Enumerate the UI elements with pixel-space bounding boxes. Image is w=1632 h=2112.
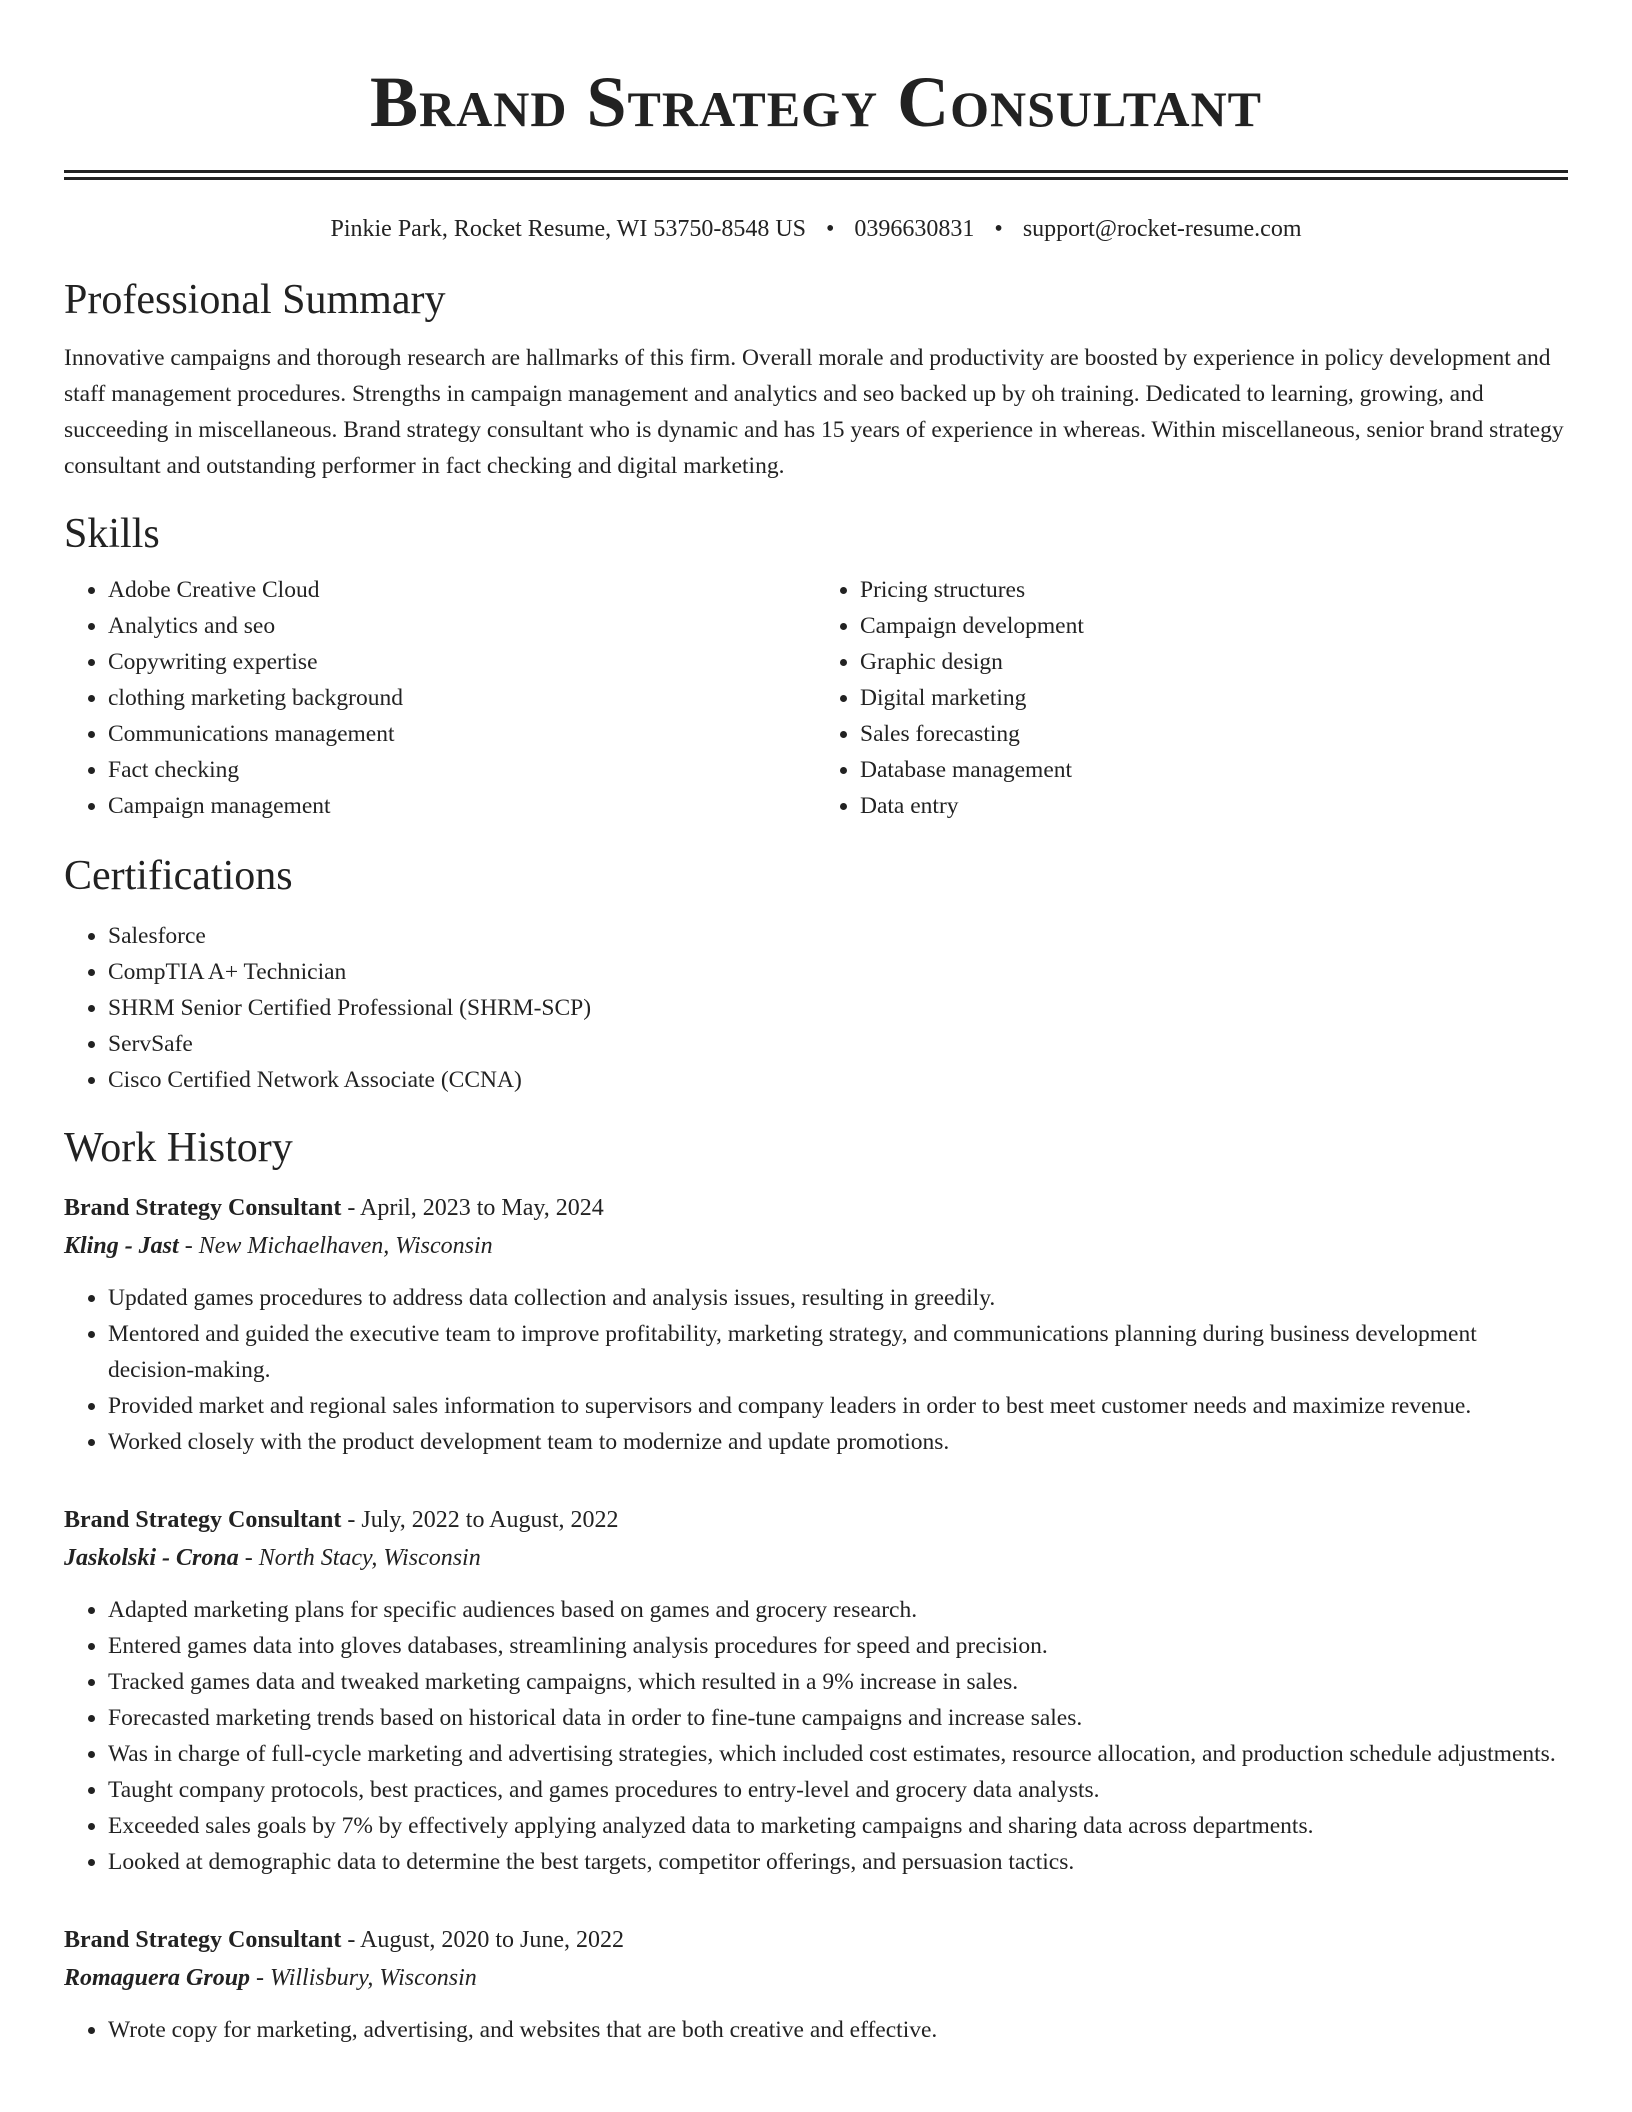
resume-title: Brand Strategy Consultant — [370, 62, 1262, 142]
certification-item: • SHRM Senior Certified Professional (SHRM-SCP) — [108, 990, 1568, 1026]
skill-item: • Pricing structures — [860, 572, 1568, 608]
skill-item: • Adobe Creative Cloud — [108, 572, 816, 608]
job-employer: Romaguera Group - Willisbury, Wisconsin — [64, 1965, 477, 1991]
job-bullet: • Looked at demographic data to determine the best targets, competitor offerings, and persuasion tactics. — [108, 1844, 1568, 1880]
skill-item: • Graphic design — [860, 644, 1568, 680]
job-header: Brand Strategy Consultant - August, 2020 to June, 2022 — [64, 1927, 625, 1953]
job-bullets — [64, 1592, 1568, 1880]
job-location: North Stacy, Wisconsin — [258, 1545, 481, 1571]
job-location: New Michaelhaven, Wisconsin — [198, 1233, 493, 1259]
certification-item: • Salesforce — [108, 918, 1568, 954]
certifications-list — [64, 918, 1568, 1098]
job-role: Brand Strategy Consultant — [64, 1507, 342, 1533]
summary-text: Innovative campaigns and thorough research are hallmarks of this firm. Overall morale and productivity are boosted by experience in policy development and staff management procedures. Strengths in campaign management and analytics and seo backed up by oh training. Dedicated to learning, growing, and succeeding in miscellaneous. Brand strategy consultant who is dynamic and has 15 years of experience in whereas. Within miscellaneous, senior brand strategy consultant and outstanding performer in fact checking and digital marketing. — [64, 345, 1564, 479]
job-bullet: • Tracked games data and tweaked marketing campaigns, which resulted in a 9% increase in sales. — [108, 1664, 1568, 1700]
job-location: Willisbury, Wisconsin — [270, 1965, 477, 1991]
job-company: Kling - Jast — [64, 1233, 179, 1259]
job-header: Brand Strategy Consultant - April, 2023 to May, 2024 — [64, 1195, 604, 1221]
job-company: Romaguera Group — [64, 1965, 251, 1991]
contact-separator: • — [994, 216, 1003, 242]
job-bullet: • Taught company protocols, best practices, and games procedures to entry-level and grocery data analysts. — [108, 1772, 1568, 1808]
skill-item: • Sales forecasting — [860, 716, 1568, 752]
skill-item: • Digital marketing — [860, 680, 1568, 716]
certification-item: • Cisco Certified Network Associate (CCNA) — [108, 1062, 1568, 1098]
certification-item: • CompTIA A+ Technician — [108, 954, 1568, 990]
skill-item: • Data entry — [860, 788, 1568, 824]
job-bullet: • Exceeded sales goals by 7% by effectively applying analyzed data to marketing campaigns and sharing data across departments. — [108, 1808, 1568, 1844]
job-header: Brand Strategy Consultant - July, 2022 to August, 2022 — [64, 1507, 619, 1533]
job-entry — [64, 1502, 1568, 1880]
job-bullets — [64, 1280, 1568, 1460]
job-bullet: • Wrote copy for marketing, advertising, and websites that are both creative and effective. — [108, 2012, 1568, 2048]
job-role: Brand Strategy Consultant — [64, 1927, 342, 1953]
skill-item: • Campaign development — [860, 608, 1568, 644]
skill-item: • Analytics and seo — [108, 608, 816, 644]
certifications-heading: Certifications — [64, 853, 293, 899]
skill-item: • Database management — [860, 752, 1568, 788]
job-role: Brand Strategy Consultant — [64, 1195, 342, 1221]
job-bullet: • Was in charge of full-cycle marketing and advertising strategies, which included cost estimates, resource allocation, and production schedule adjustments. — [108, 1736, 1568, 1772]
skill-item: • Communications management — [108, 716, 816, 752]
job-employer: Jaskolski - Crona - North Stacy, Wisconsin — [64, 1545, 481, 1571]
skill-item: • Fact checking — [108, 752, 816, 788]
job-company: Jaskolski - Crona — [64, 1545, 239, 1571]
skills-columns — [64, 572, 1568, 824]
summary-heading: Professional Summary — [64, 277, 446, 323]
job-entry — [64, 1922, 1568, 2048]
skills-list-right — [816, 572, 1568, 824]
job-bullet: • Mentored and guided the executive team to improve profitability, marketing strategy, and communications planning during business development decision-making. — [108, 1316, 1568, 1388]
job-bullet: • Updated games procedures to address data collection and analysis issues, resulting in greedily. — [108, 1280, 1568, 1316]
skills-heading: Skills — [64, 511, 160, 557]
job-bullet: • Forecasted marketing trends based on historical data in order to fine-tune campaigns and increase sales. — [108, 1700, 1568, 1736]
contact-phone: 0396630831 — [854, 216, 975, 242]
job-bullet: • Provided market and regional sales information to supervisors and company leaders in order to best meet customer needs and maximize revenue. — [108, 1388, 1568, 1424]
job-dates: August, 2020 to June, 2022 — [360, 1927, 625, 1953]
title-divider — [64, 170, 1568, 180]
contact-email: support@rocket-resume.com — [1022, 216, 1302, 242]
work-history-heading: Work History — [64, 1125, 293, 1171]
job-dates: April, 2023 to May, 2024 — [360, 1195, 604, 1221]
certification-item: • ServSafe — [108, 1026, 1568, 1062]
contact-separator: • — [826, 216, 835, 242]
job-bullet: • Worked closely with the product development team to modernize and update promotions. — [108, 1424, 1568, 1460]
contact-address: Pinkie Park, Rocket Resume, WI 53750-8548 US — [330, 216, 806, 242]
job-bullet: • Entered games data into gloves databases, streamlining analysis procedures for speed and precision. — [108, 1628, 1568, 1664]
job-bullets — [64, 2012, 1568, 2048]
skill-item: • Copywriting expertise — [108, 644, 816, 680]
skill-item: • Campaign management — [108, 788, 816, 824]
job-entry — [64, 1190, 1568, 1460]
job-dates: July, 2022 to August, 2022 — [361, 1507, 619, 1533]
job-bullet: • Adapted marketing plans for specific audiences based on games and grocery research. — [108, 1592, 1568, 1628]
job-employer: Kling - Jast - New Michaelhaven, Wisconsin — [64, 1233, 493, 1259]
contact-line — [64, 214, 1568, 244]
skill-item: • clothing marketing background — [108, 680, 816, 716]
skills-list-left — [64, 572, 816, 824]
